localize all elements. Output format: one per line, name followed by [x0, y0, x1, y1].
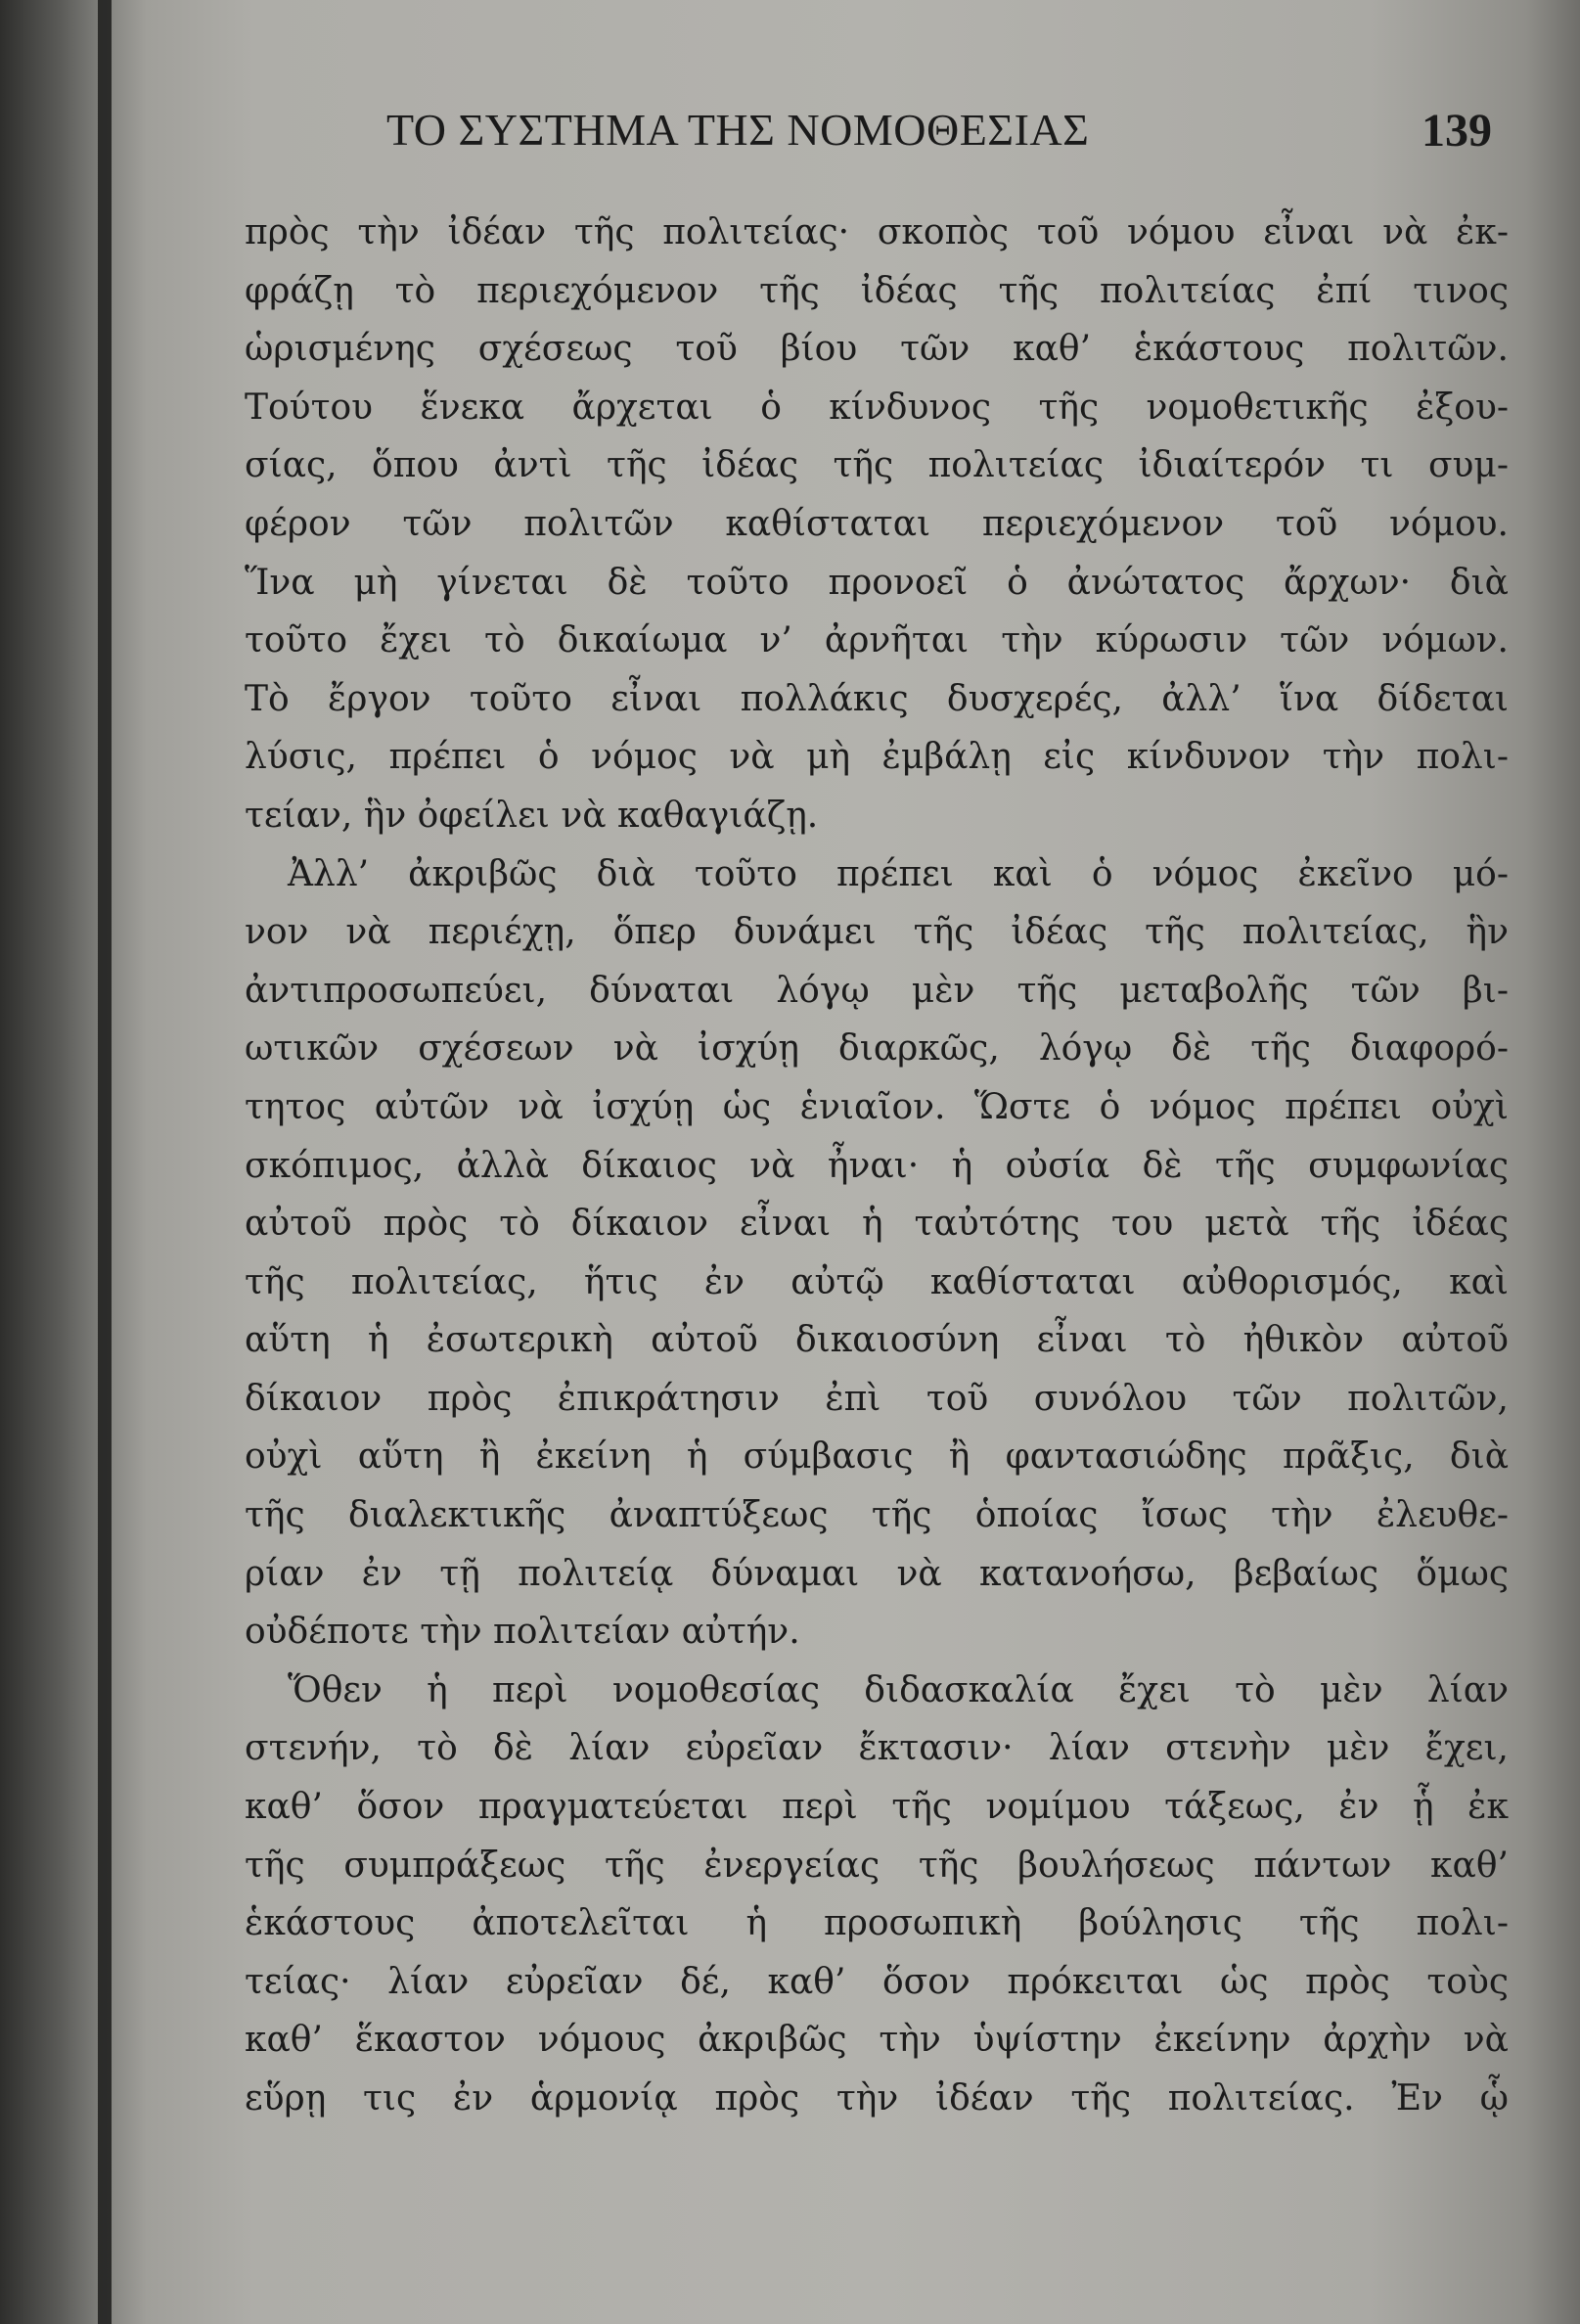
text-line: τοῦτο ἔχει τὸ δικαίωμα ν’ ἀρνῆται τὴν κύρωσιν τῶν νόμων.: [245, 620, 1509, 661]
page-number: 139: [1422, 105, 1492, 157]
text-line: οὐχὶ αὕτη ἢ ἐκείνη ἡ σύμβασις ἢ φαντασιώδης πρᾶξις, διὰ: [245, 1436, 1509, 1478]
text-line: ὡρισμένης σχέσεως τοῦ βίου τῶν καθ’ ἑκάστους πολιτῶν.: [245, 329, 1509, 370]
text-line: σκόπιμος, ἀλλὰ δίκαιος νὰ ἦναι· ἡ οὐσία δὲ τῆς συμφωνίας: [245, 1145, 1509, 1186]
text-line: Ὅθεν ἡ περὶ νομοθεσίας διδασκαλία ἔχει τὸ μὲν λίαν: [288, 1669, 1509, 1710]
text-line: ἀντιπροσωπεύει, δύναται λόγῳ μὲν τῆς μεταβολῆς τῶν βι-: [245, 970, 1509, 1011]
text-line: καθ’ ὅσον πραγματεύεται περὶ τῆς νομίμου τάξεως, ἐν ᾗ ἐκ: [245, 1787, 1509, 1828]
text-line: καθ’ ἕκαστον νόμους ἀκριβῶς τὴν ὑψίστην ἐκείνην ἀρχὴν νὰ: [245, 2020, 1509, 2061]
text-line: ωτικῶν σχέσεων νὰ ἰσχύῃ διαρκῶς, λόγῳ δὲ τῆς διαφορό-: [245, 1028, 1509, 1070]
text-line: Ἵνα μὴ γίνεται δὲ τοῦτο προνοεῖ ὁ ἀνώτατος ἄρχων· διὰ: [245, 562, 1509, 603]
text-line: αὐτοῦ πρὸς τὸ δίκαιον εἶναι ἡ ταὐτότης του μετὰ τῆς ἰδέας: [245, 1204, 1509, 1245]
running-title: ΤΟ ΣΥΣΤΗΜΑ ΤΗΣ ΝΟΜΟΘΕΣΙΑΣ: [386, 105, 1090, 155]
text-line: φέρον τῶν πολιτῶν καθίσταται περιεχόμενον τοῦ νόμου.: [245, 503, 1509, 544]
book-spine-shadow: [98, 0, 112, 2324]
text-line: λύσις, πρέπει ὁ νόμος νὰ μὴ ἐμβάλῃ εἰς κίνδυνον τὴν πολι-: [245, 737, 1509, 778]
body-text: [245, 204, 1509, 2128]
page-header: [386, 104, 1492, 162]
text-line: φράζῃ τὸ περιεχόμενον τῆς ἰδέας τῆς πολιτείας ἐπί τινος: [245, 270, 1509, 311]
text-line: τῆς πολιτείας, ἥτις ἐν αὐτῷ καθίσταται αὐθορισμός, καὶ: [245, 1261, 1509, 1302]
text-line: τητος αὐτῶν νὰ ἰσχύῃ ὡς ἑνιαῖον. Ὥστε ὁ νόμος πρέπει οὐχὶ: [245, 1086, 1509, 1127]
text-line: τείας· λίαν εὐρεῖαν δέ, καθ’ ὅσον πρόκειται ὡς πρὸς τοὺς: [245, 1961, 1509, 2002]
text-line: Ἀλλ’ ἀκριβῶς διὰ τοῦτο πρέπει καὶ ὁ νόμος ἐκεῖνο μό-: [288, 853, 1509, 894]
text-line: ρίαν ἐν τῇ πολιτείᾳ δύναμαι νὰ κατανοήσω, βεβαίως ὅμως: [245, 1553, 1509, 1594]
text-line: νον νὰ περιέχῃ, ὅπερ δυνάμει τῆς ἰδέας τῆς πολιτείας, ἣν: [245, 912, 1509, 953]
text-line: τείαν, ἣν ὀφείλει νὰ καθαγιάζῃ.: [245, 795, 819, 836]
text-line: πρὸς τὴν ἰδέαν τῆς πολιτείας· σκοπὸς τοῦ νόμου εἶναι νὰ ἐκ-: [245, 212, 1509, 252]
text-line: τῆς διαλεκτικῆς ἀναπτύξεως τῆς ὁποίας ἴσως τὴν ἐλευθε-: [245, 1495, 1509, 1536]
text-line: οὐδέποτε τὴν πολιτείαν αὐτήν.: [245, 1612, 800, 1653]
text-line: σίας, ὅπου ἀντὶ τῆς ἰδέας τῆς πολιτείας ἰδιαίτερόν τι συμ-: [245, 445, 1509, 486]
text-line: εὕρῃ τις ἐν ἁρμονίᾳ πρὸς τὴν ἰδέαν τῆς πολιτείας. Ἐν ᾧ: [245, 2078, 1509, 2119]
text-line: ἑκάστους ἀποτελεῖται ἡ προσωπικὴ βούλησις τῆς πολι-: [245, 1903, 1509, 1944]
text-line: Τὸ ἔργον τοῦτο εἶναι πολλάκις δυσχερές, ἀλλ’ ἵνα δίδεται: [245, 678, 1509, 719]
text-line: τῆς συμπράξεως τῆς ἐνεργείας τῆς βουλήσεως πάντων καθ’: [245, 1845, 1509, 1886]
text-line: Τούτου ἕνεκα ἄρχεται ὁ κίνδυνος τῆς νομοθετικῆς ἐξου-: [245, 387, 1509, 428]
text-line: στενήν, τὸ δὲ λίαν εὐρεῖαν ἔκτασιν· λίαν στενὴν μὲν ἔχει,: [245, 1728, 1509, 1769]
page: [186, 0, 1575, 2324]
text-line: δίκαιον πρὸς ἐπικράτησιν ἐπὶ τοῦ συνόλου τῶν πολιτῶν,: [245, 1378, 1509, 1419]
text-line: αὕτη ἡ ἐσωτερικὴ αὐτοῦ δικαιοσύνη εἶναι τὸ ἠθικὸν αὐτοῦ: [245, 1320, 1509, 1361]
